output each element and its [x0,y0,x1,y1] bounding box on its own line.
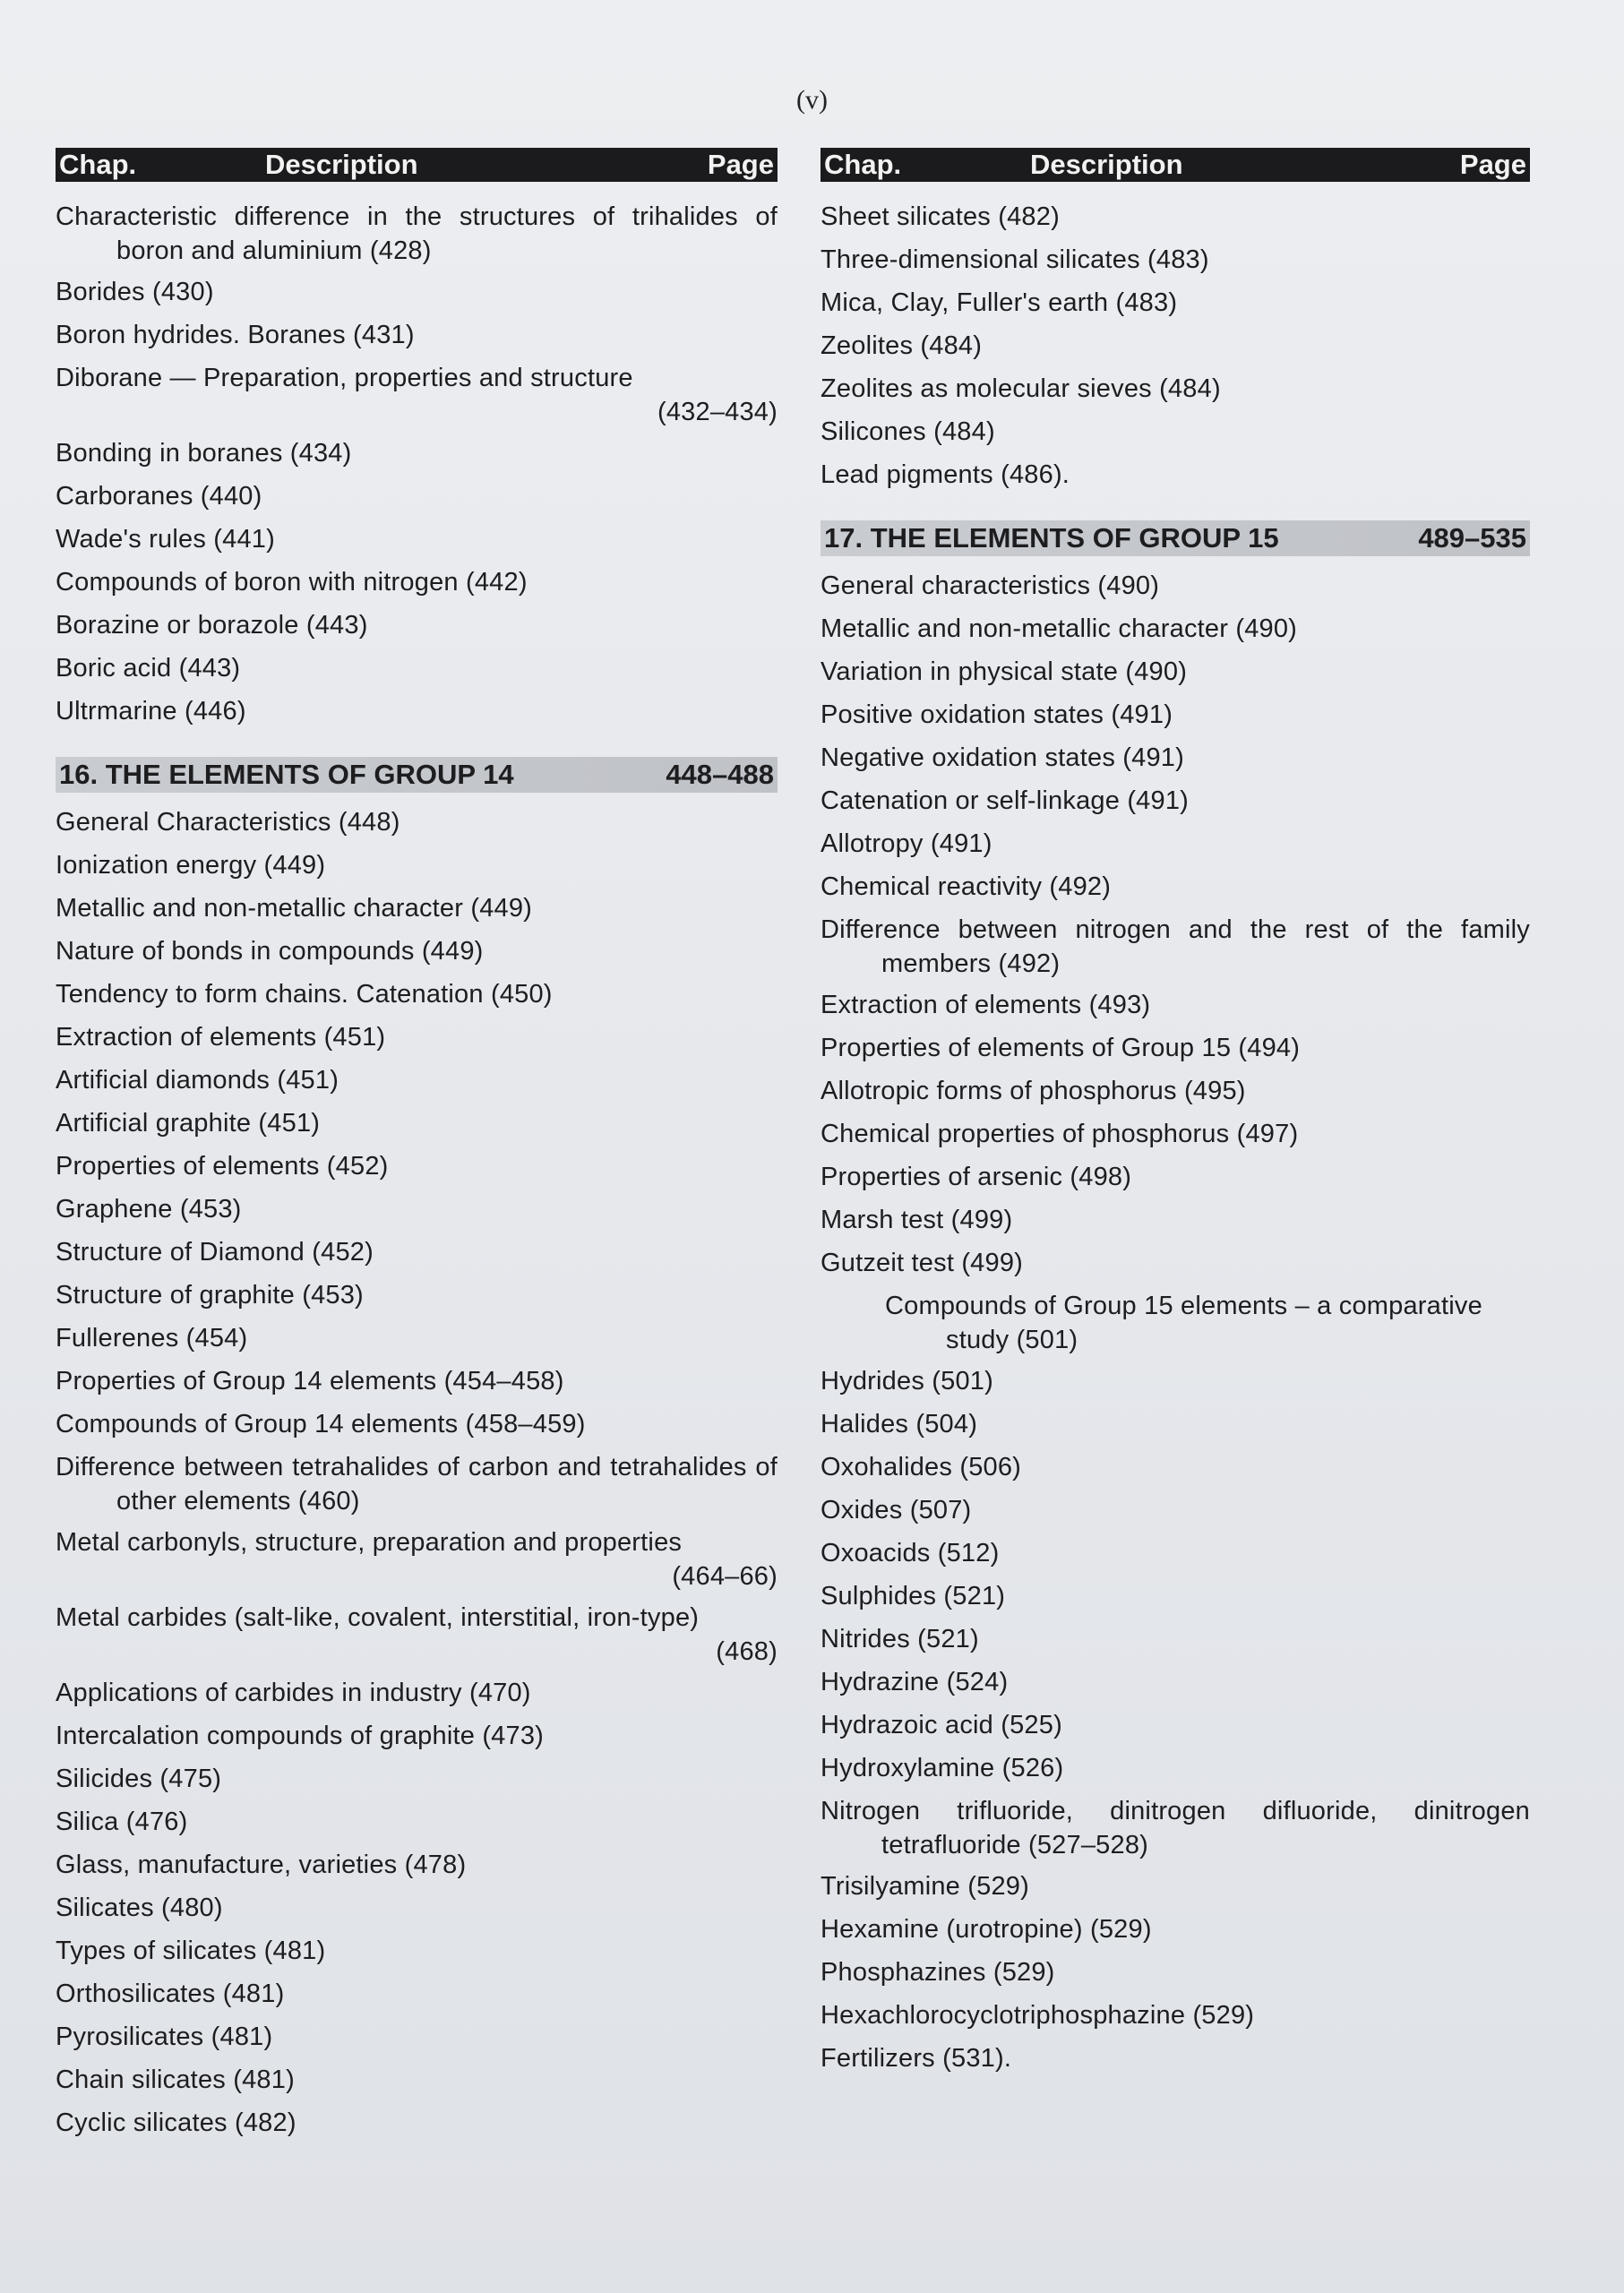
header-description: Description [1030,149,1183,180]
toc-entry: Cyclic silicates (482) [56,2108,296,2137]
toc-entry: Extraction of elements (493) [821,991,1151,1019]
toc-entry: Difference between tetrahalides of carbon and tetrahalides of other elements (460) [56,1453,778,1516]
toc-entry: Hydrazoic acid (525) [821,1711,1062,1739]
toc-entry: Structure of graphite (453) [56,1281,364,1310]
header-description: Description [265,149,418,180]
toc-entry: Extraction of elements (451) [56,1023,386,1052]
toc-entry: Hexamine (urotropine) (529) [821,1915,1152,1944]
toc-entry-diborane [56,361,778,436]
toc-entry-text: Metal carbonyls, structure, preparation and properties [56,1528,683,1557]
toc-entry: Orthosilicates (481) [56,1980,285,2008]
header-page: Page [1459,149,1526,180]
toc-entry: Sheet silicates (482) [821,202,1060,231]
toc-entry: Variation in physical state (490) [821,657,1188,686]
toc-entry: Boric acid (443) [56,654,241,683]
toc-entry: Boron hydrides. Boranes (431) [56,321,415,349]
toc-entry: Applications of carbides in industry (470) [56,1679,531,1707]
toc-entry: Trisilyamine (529) [821,1872,1029,1901]
toc-entry-subsection: Compounds of Group 15 elements – a comparative study (501) [885,1292,1482,1354]
toc-entry: Hydrides (501) [821,1367,993,1396]
header-chap: Chap. [824,149,902,180]
left-column-header [56,148,778,182]
toc-entry: Difference between nitrogen and the rest of the family members (492) [821,915,1530,978]
toc-entry: Compounds of Group 14 elements (458–459) [56,1410,586,1438]
toc-entry: Zeolites (484) [821,331,983,360]
toc-entry-text: Metal carbides (salt-like, covalent, interstitial, iron-type) [56,1603,700,1632]
toc-entry: Fertilizers (531). [821,2044,1012,2073]
toc-entry: General Characteristics (448) [56,808,400,837]
toc-entry: Chemical reactivity (492) [821,872,1112,901]
toc-entry: Properties of elements (452) [56,1152,389,1181]
toc-entry: General characteristics (490) [821,571,1160,600]
toc-entry: Allotropy (491) [821,829,992,858]
toc-entry: Positive oxidation states (491) [821,700,1173,729]
toc-entry: Oxoacids (512) [821,1539,1000,1567]
toc-entry: Silicones (484) [821,417,995,446]
toc-entry: Tendency to form chains. Catenation (450) [56,980,553,1009]
toc-entry: Nitrogen trifluoride, dinitrogen difluoride, dinitrogen tetrafluoride (527–528) [821,1797,1530,1859]
toc-entry: Oxohalides (506) [821,1453,1022,1481]
toc-entry: Mica, Clay, Fuller's earth (483) [821,288,1178,317]
header-page: Page [707,149,774,180]
toc-entry-page: (464–66) [672,1562,778,1591]
toc-entry: Properties of arsenic (498) [821,1163,1132,1191]
toc-entry: Ultrmarine (446) [56,697,246,726]
left-column [56,148,778,2149]
right-column-header [821,148,1530,182]
toc-entry: Nature of bonds in compounds (449) [56,937,484,966]
toc-entry: Negative oxidation states (491) [821,743,1184,772]
toc-entry: Metallic and non-metallic character (490) [821,614,1298,643]
toc-entry: Carboranes (440) [56,482,262,511]
toc-entry: Silicates (480) [56,1894,223,1922]
toc-entry: Bonding in boranes (434) [56,439,352,468]
toc-entry: Oxides (507) [821,1496,972,1524]
toc-entry-carbides [56,1601,778,1676]
toc-entry: Chain silicates (481) [56,2065,295,2094]
right-column [821,148,1530,2084]
toc-entry: Metallic and non-metallic character (449) [56,894,533,923]
toc-entry: Hexachlorocyclotriphosphazine (529) [821,2001,1255,2030]
toc-entry: Borazine or borazole (443) [56,611,368,640]
toc-entry: Gutzeit test (499) [821,1249,1024,1277]
toc-entry: Wade's rules (441) [56,525,275,554]
toc-entry: Nitrides (521) [821,1625,979,1653]
toc-entry: Fullerenes (454) [56,1324,248,1353]
toc-entry: Allotropic forms of phosphorus (495) [821,1077,1246,1105]
header-chap: Chap. [59,149,137,180]
toc-entry: Lead pigments (486). [821,460,1070,489]
toc-entry: Sulphides (521) [821,1582,1006,1610]
chapter-pages: 489–535 [1418,522,1526,554]
toc-entry: Types of silicates (481) [56,1937,326,1965]
chapter-16-heading [56,757,778,793]
chapter-title: 16. THE ELEMENTS OF GROUP 14 [59,759,514,790]
toc-entry: Structure of Diamond (452) [56,1238,374,1267]
toc-entry: Artificial graphite (451) [56,1109,321,1138]
toc-entry: Graphene (453) [56,1195,242,1224]
toc-entry: Pyrosilicates (481) [56,2022,273,2051]
toc-entry: Three-dimensional silicates (483) [821,245,1209,274]
toc-entry: Silicides (475) [56,1765,222,1793]
toc-entry: Glass, manufacture, varieties (478) [56,1851,467,1879]
toc-entry: Borides (430) [56,278,214,306]
toc-entry: Catenation or self-linkage (491) [821,786,1190,815]
toc-entry: Artificial diamonds (451) [56,1066,339,1095]
toc-entry: Compounds of boron with nitrogen (442) [56,568,528,597]
toc-entry: Chemical properties of phosphorus (497) [821,1120,1299,1148]
chapter-17-heading [821,520,1530,556]
toc-entry-page: (432–434) [657,398,778,426]
toc-entry: Intercalation compounds of graphite (473) [56,1722,545,1750]
page-number: (v) [796,85,828,115]
toc-entry: Phosphazines (529) [821,1958,1055,1987]
toc-entry: Ionization energy (449) [56,851,326,880]
toc-entry: Hydroxylamine (526) [821,1754,1064,1782]
chapter-pages: 448–488 [666,759,774,790]
toc-entry: Silica (476) [56,1808,188,1836]
toc-entry: Properties of Group 14 elements (454–458) [56,1367,564,1396]
toc-entry: Zeolites as molecular sieves (484) [821,374,1221,403]
toc-entry: Hydrazine (524) [821,1668,1009,1696]
chapter-title: 17. THE ELEMENTS OF GROUP 15 [824,522,1279,554]
toc-entry: Properties of elements of Group 15 (494) [821,1034,1301,1062]
toc-entry: Marsh test (499) [821,1206,1013,1234]
toc-entry-text: Diborane — Preparation, properties and structure [56,364,633,392]
toc-entry-carbonyls [56,1525,778,1601]
toc-entry: Characteristic difference in the structures of trihalides of boron and aluminium (428) [56,202,778,265]
toc-entry-page: (468) [716,1637,778,1666]
toc-entry: Halides (504) [821,1410,978,1438]
